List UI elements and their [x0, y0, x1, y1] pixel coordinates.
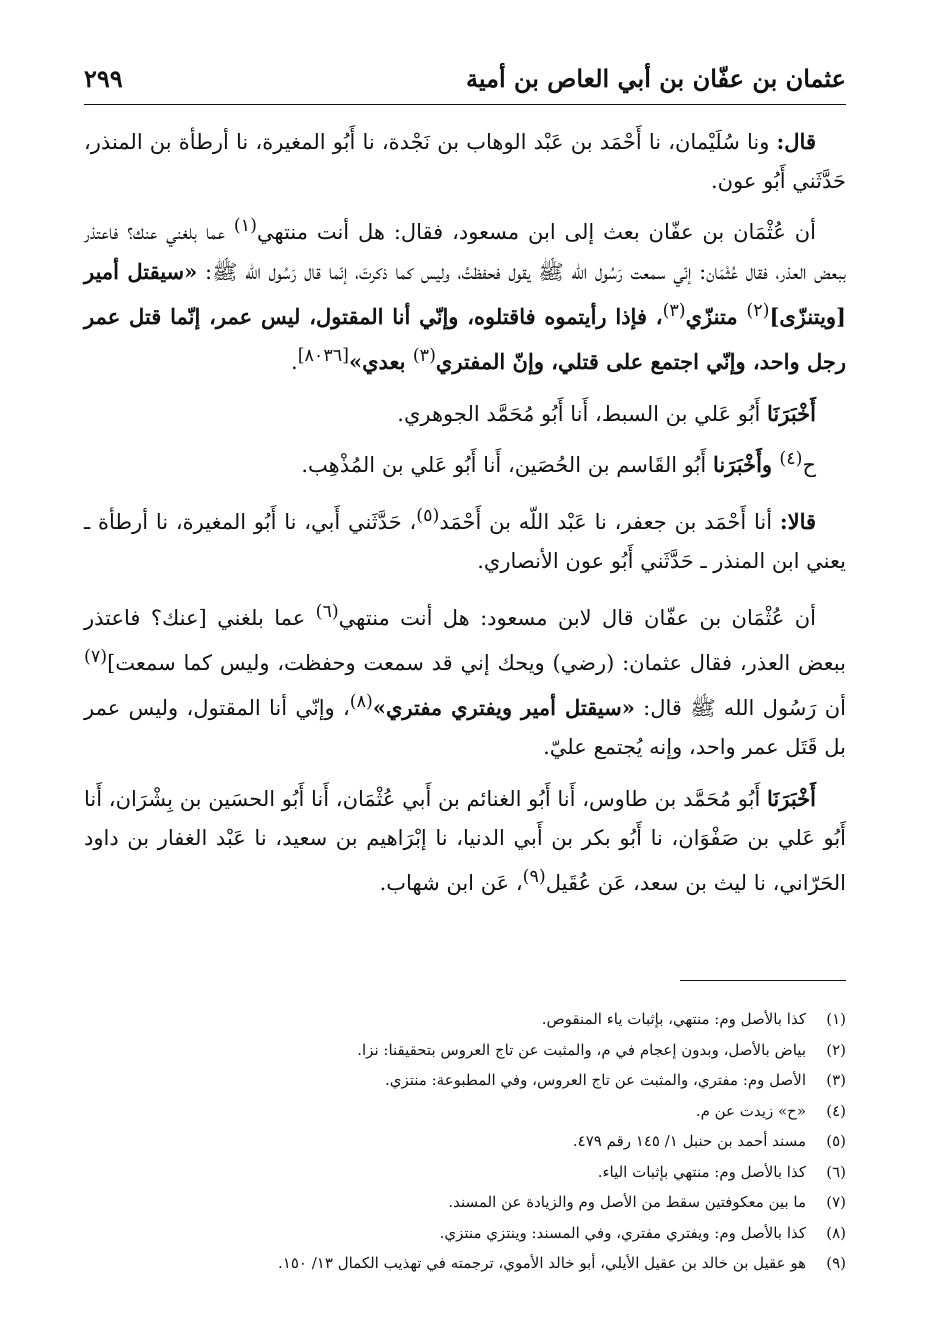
paragraph-lead: أَخْبَرَنَا [767, 786, 816, 811]
header-rule [84, 104, 846, 105]
footnote-ref: (٤) [779, 449, 803, 469]
footnote-text: بياض بالأصل، وبدون إعجام في م، والمثبت عن تاج العروس بتحقيقنا: نزا. [357, 1040, 806, 1059]
footnote-text: هو عقيل بن خالد بن عقيل الأيلي، أبو خالد الأموي، ترجمته في تهذيب الكمال ١٣/ ١٥٠. [278, 1254, 806, 1272]
footnote [84, 1157, 846, 1188]
footnote [84, 1065, 846, 1096]
footnote-number: (٢) [826, 1040, 846, 1059]
footnote-text: كذا بالأصل وم: منتهي، بإثبات ياء المنقوص. [541, 1010, 806, 1028]
footnote-number: (٨) [826, 1223, 846, 1242]
footnote-ref: (٧) [84, 647, 108, 667]
paragraph-lead: وأَخْبَرَنا [712, 452, 780, 477]
paragraph-lead: قالا: [779, 509, 817, 534]
footnote [84, 1126, 846, 1157]
footnote [84, 1187, 846, 1218]
hadith-text: «سيقتل أمير ويفتري مفتري» [372, 695, 635, 720]
paragraph-text: أن عُثْمَان بن عفّان بعث إلى ابن مسعود، فقال: هل أنت منتهي [256, 220, 816, 244]
paragraph-text: أَبُو مُحَمَّد بن طاوس، أَنا أَبُو الغنائم بن أَبي عُثْمَان، أَنا أَبُو الحسَين بن بِشْرَان، أَنا أَبُو عَلي بن صَفْوَان، نا أَبُو بكر بن أَبي الدنيا، نا إبْرَاهيم بن سعيد، نا عَبْد الغفار بن داود الحَرّاني، نا ليث بن سعد، عَن عُقَيل [84, 787, 846, 895]
page-header [84, 62, 846, 102]
running-title: عثمان بن عفّان بن أبي العاص بن أمية [466, 64, 846, 93]
footnote-separator [680, 980, 846, 981]
footnote-number: (١) [826, 1010, 846, 1028]
paragraph-end: . [291, 350, 298, 374]
paragraph-text: أَبُو عَلي بن السبط، أَنا أَبُو مُحَمَّد الجوهري. [397, 402, 768, 426]
footnote-number: (٤) [826, 1101, 846, 1120]
paragraph-text: أن عُثْمَان بن عفّان قال لابن مسعود: هل أنت منتهي [338, 606, 816, 630]
paragraph-text: عما بلغني عنك؟ فاعتذر ببعض العذر، فقال عُثْمَان: إنّي سمعت رَسُول الله ﷺ يقول فحفظتُ، وليس كما ذكرتَ، إنّما قال رَسُول الله ﷺ: [84, 220, 846, 284]
paragraph-text: أَبُو القَاسم بن الحُصَين، أَنا أَبُو عَلي بن المُذْهِب. [301, 453, 713, 477]
footnote [84, 1218, 846, 1249]
paragraph-text: عما بلغني [عنك؟ فاعتذر ببعض العذر، فقال عثمان: (رضي) ويحك إني قد سمعت وحفظت، وليس كما سمعت] [84, 606, 846, 675]
paragraph-text: أنا أَحْمَد بن جعفر، نا عَبْد اللّه بن أَحْمَد [439, 510, 780, 534]
footnotes [84, 1004, 846, 1279]
footnote [84, 1096, 846, 1127]
paragraph-text: ، عَن ابن شهاب. [379, 871, 523, 895]
footnote [84, 1004, 846, 1035]
footnote-ref: (٢) [746, 301, 770, 321]
main-text [84, 122, 846, 903]
hadith-text: بعدي» [348, 349, 413, 374]
paragraph-1 [84, 122, 846, 201]
footnote-number: (٦) [826, 1162, 846, 1181]
paragraph-prefix: ح [802, 453, 816, 477]
footnote-ref: (٦) [315, 602, 339, 622]
paragraph-text: ، وإنّي أنا المقتول، وليس عمر بل قَتَل عمر واحد، وإنه يُجتمع عليّ. [84, 696, 846, 759]
paragraph-lead: أَخْبَرَنَا [767, 401, 816, 426]
footnote [84, 1035, 846, 1066]
footnote-text: مسند أحمد بن حنبل ١/ ١٤٥ رقم ٤٧٩. [572, 1132, 806, 1150]
footnote-text: «ح» زيدت عن م. [695, 1101, 806, 1120]
hadith-text: متنزّي [685, 304, 747, 329]
paragraph-text: أن رَسُول الله ﷺ قال: [634, 696, 846, 720]
footnote-ref: (٣) [662, 301, 686, 321]
hadith-reference-number: [٨٠٣٦] [297, 346, 349, 366]
footnote-text: كذا بالأصل وم: ويفتري مفتري، وفي المسند: وينتزي منتزي. [439, 1223, 806, 1242]
paragraph-5 [84, 497, 846, 581]
footnote-number: (٧) [826, 1193, 846, 1211]
paragraph-6 [84, 593, 846, 767]
paragraph-lead: قال: [776, 129, 816, 154]
footnote-ref: (٥) [416, 506, 440, 526]
footnote-ref: (٨) [349, 692, 373, 712]
footnote-text: الأصل وم: مفتري، والمثبت عن تاج العروس، وفي المطبوعة: منتزي. [384, 1071, 806, 1089]
footnote-ref: (٣) [412, 346, 436, 366]
paragraph-text: ونا سُلَيْمان، نا أَحْمَد بن عَبْد الوهاب بن نَجْدة، نا أَبُو المغيرة، نا أرطأة بن المنذر، حَدَّثَني أَبُو عون. [84, 130, 846, 193]
footnote-number: (٣) [826, 1071, 846, 1089]
footnote-number: (٩) [826, 1254, 846, 1272]
footnote-ref: (٩) [522, 867, 546, 887]
paragraph-2 [84, 207, 846, 382]
footnote-text: كذا بالأصل وم: منتهي بإثبات الياء. [597, 1162, 806, 1181]
paragraph-7 [84, 779, 846, 903]
footnote-text: ما بين معكوفتين سقط من الأصل وم والزيادة عن المسند. [448, 1193, 806, 1211]
hadith-text: ، فإذا رأيتموه فاقتلوه، وإنّي أنا المقتول، ليس عمر، إنّما قتل عمر رجل واحد، وإنّي اجتمع على قتلي، وإنّ المفتري [84, 304, 846, 374]
paragraph-text: ، حَدَّثَني أَبي، نا أَبُو المغيرة، نا أرطأة ـ يعني ابن المنذر ـ حَدَّثَني أَبُو عون الأنصاري. [84, 510, 846, 573]
paragraph-3 [84, 394, 846, 434]
footnote-ref: (١) [233, 216, 257, 236]
page-number: ٢٩٩ [84, 64, 123, 93]
footnote [84, 1248, 846, 1279]
paragraph-4 [84, 440, 846, 485]
hadith-text: «سيقتل أمير [ويتنزّى] [84, 259, 846, 329]
footnote-number: (٥) [826, 1132, 846, 1150]
